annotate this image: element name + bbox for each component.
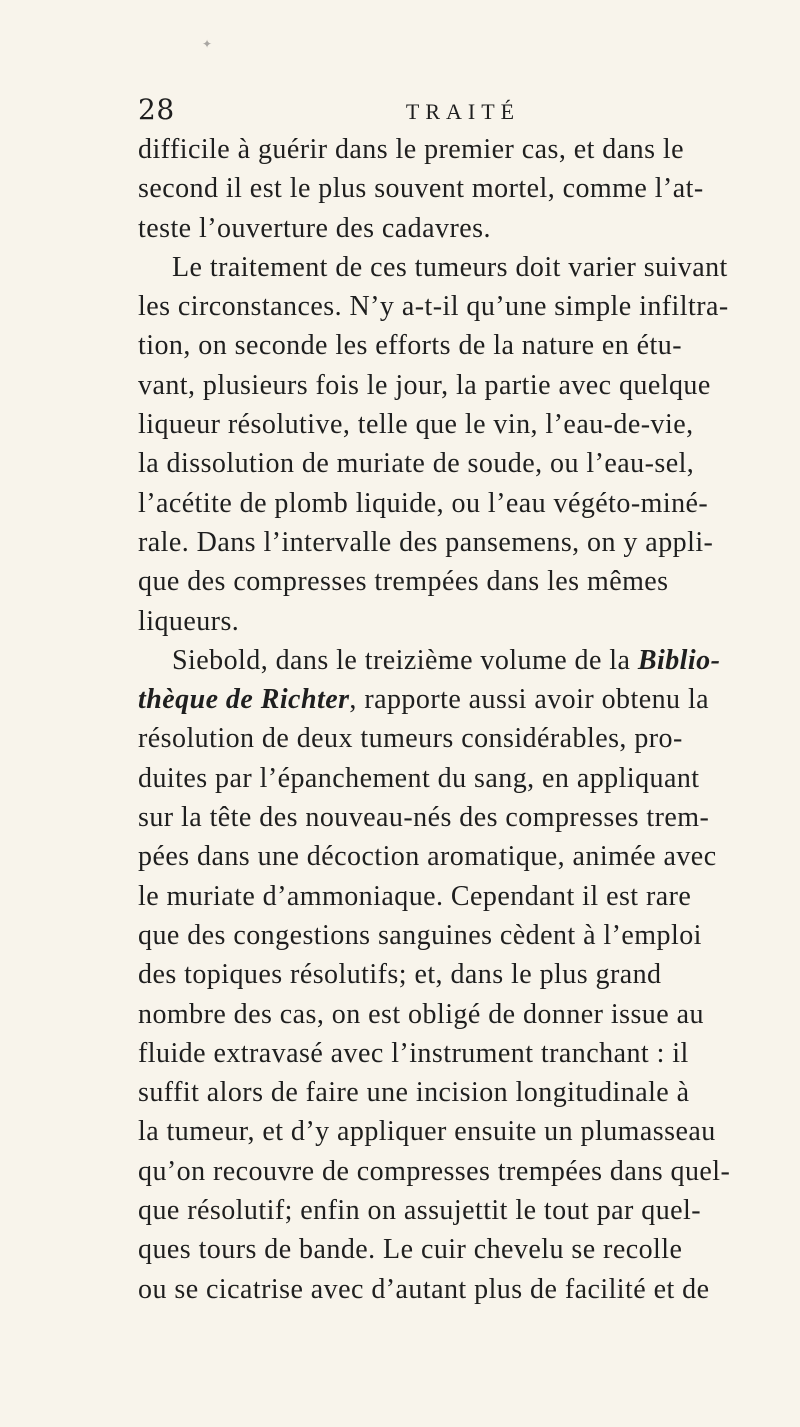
italic-title-segment: Biblio- [637,644,721,676]
text-line: difficile à guérir dans le premier cas, et dans le [138,134,684,165]
text-line: rale. Dans l’intervalle des pansemens, on y appli- [138,526,714,558]
text-line: que des congestions sanguines cèdent à l’emploi [138,919,702,951]
text-line-with-italic [138,680,798,719]
text-line: la dissolution de muriate de soude, ou l’eau-sel, [138,448,695,480]
text-line-with-italic [138,641,798,680]
text-line: que résolutif; enfin on assujettit le tout par quel- [138,1195,702,1227]
text-line: teste l’ouverture des cadavres. [138,212,491,244]
text-line: résolution de deux tumeurs considérables, pro- [138,723,683,755]
text-line: Le traitement de ces tumeurs doit varier suivant [172,251,728,283]
italic-title-segment: thèque de Richter [138,684,350,716]
text-line: duites par l’épanchement du sang, en appliquant [138,762,700,794]
page-number: 28 [138,93,175,126]
text-line: fluide extravasé avec l’instrument tranchant : il [138,1037,689,1069]
text-line: nombre des cas, on est obligé de donner issue au [138,998,704,1030]
text-line: liqueurs. [138,605,240,637]
running-title: TRAITÉ [405,99,521,124]
text-segment: Siebold, dans le treizième volume de la [172,644,638,676]
text-line: l’acétite de plomb liquide, ou l’eau végéto-miné- [138,487,709,519]
text-line: ou se cicatrise avec d’autant plus de facilité et de [138,1273,710,1305]
text-line: que des compresses trempées dans les mêmes [138,566,669,598]
text-segment: , rapporte aussi avoir obtenu la [349,684,710,716]
text-line: suffit alors de faire une incision longitudinale à [138,1077,690,1109]
page-header [138,93,788,133]
text-line: des topiques résolutifs; et, dans le plus grand [138,959,662,991]
text-line: le muriate d’ammoniaque. Cependant il est rare [138,880,692,912]
text-line: les circonstances. N’y a-t-il qu’une simple infiltra- [138,291,729,323]
text-line: pées dans une décoction aromatique, animée avec [138,841,717,873]
text-line: ques tours de bande. Le cuir chevelu se recolle [138,1234,683,1266]
body-text [138,130,798,1309]
ink-speck-icon: ✦ [202,37,213,51]
text-line: liqueur résolutive, telle que le vin, l’eau-de-vie, [138,409,694,441]
text-line: sur la tête des nouveau-nés des compresses trem- [138,802,710,834]
text-line: second il est le plus souvent mortel, comme l’at- [138,173,704,205]
text-line: vant, plusieurs fois le jour, la partie avec quelque [138,369,711,401]
text-line: la tumeur, et d’y appliquer ensuite un plumasseau [138,1116,716,1148]
text-line: qu’on recouvre de compresses trempées dans quel- [138,1155,731,1187]
text-line: tion, on seconde les efforts de la nature en étu- [138,330,683,362]
